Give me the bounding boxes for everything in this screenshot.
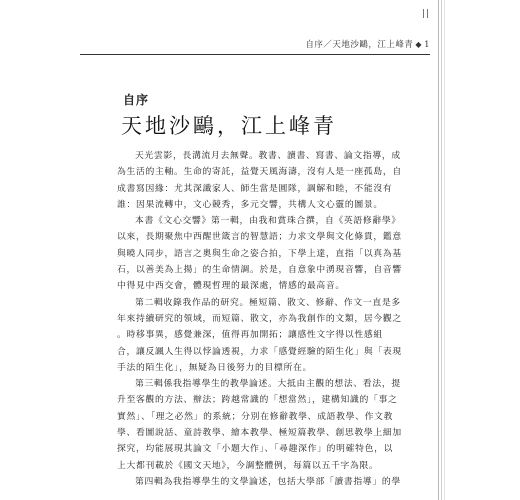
body-line: 中得見中西交會，體現哲理的最深處，情感的最高音。: [117, 281, 345, 292]
body-line: 天光雲影，長溝流月去無聲。教書、讀書、寫書、論文指導，成: [135, 151, 401, 161]
body-line: 第四輯為我指導學生的文學論述，包括大學部「讀書指導」的學: [135, 476, 401, 487]
page-edge-line: [444, 0, 445, 500]
body-line: 與曉人同步，語言之奧與生命之姿合拍，下學上達，直指「以真為基: [117, 248, 402, 259]
body-line: 本書《文心交響》第一輯，由我和賞珠合撰，自《英語修辭學》: [135, 216, 401, 227]
page-edge-line: [438, 0, 439, 500]
body-line: 實然」、「理之必然」的系統；分別在修辭教學、成語教學、作文教: [117, 411, 394, 422]
body-line: 第二輯收錄我作品的研究。極短篇、散文、修辭、作文一直是多: [135, 297, 401, 308]
body-line: 合，讓反諷人生得以悖論透視，力求「感覺經驗的陌生化」與「表現: [117, 346, 402, 357]
chapter-title: 天地沙鷗，江上峰青: [121, 114, 337, 138]
body-line: 為生活的主軸。生命的寄託，益覺天風海濤，沒有人是一座孤島，自: [117, 167, 402, 178]
body-line: 升至客觀的方法、辦法；跨越常識的「想當然」，建構知識的「事之: [117, 395, 398, 406]
page-number: 1: [424, 40, 430, 50]
section-label: 自序: [123, 93, 150, 107]
corner-crop-marks: [420, 3, 428, 22]
body-line: 學、看圖說話、童詩教學、繪本教學、極短篇教學、創思教學上細加: [117, 428, 402, 439]
body-line: 石，以善美為上揚」的生命情調。於是，自意象中湧現音響，自音響: [117, 265, 402, 276]
running-title: 自序／天地沙鷗，江上峰青: [305, 40, 414, 50]
page-edge-line: [441, 0, 442, 500]
body-line: 上大都刊載於《國文天地》，今調整體例，每篇以五千字為限。: [117, 460, 379, 471]
body-line: 以來，長期聚焦中西醒世箴言的智慧語；力求文學與文化條貫，鑑意: [117, 232, 402, 243]
body-text: [117, 148, 417, 490]
body-line: 第三輯係我指導學生的教學論述。大抵由主觀的想法、看法，提: [135, 379, 401, 390]
body-line: 年來持續研究的領域，而短篇、散文，亦為我創作的文類，居今觀之: [117, 313, 402, 324]
body-line: 手法的陌生化」，無疑為日後努力的目標所在。: [117, 362, 313, 373]
body-line: 探究，均能展現其論文「小題大作」、「尋趣深作」的明確特色，以: [117, 444, 394, 455]
body-line: 。時移事異，感覺兼深，值得再加開拓；讓感性文字得以性感組: [117, 330, 383, 341]
diamond-icon: ◆: [415, 40, 423, 49]
running-header: [80, 38, 430, 55]
body-line: 誰：因果流轉中，文心競秀，多元交響，共構人文心靈的圖景。: [117, 199, 383, 210]
body-line: 成書寫因緣：尤其深識家人、師生當是圓隊，調解和睦，不能沒有: [117, 183, 393, 194]
